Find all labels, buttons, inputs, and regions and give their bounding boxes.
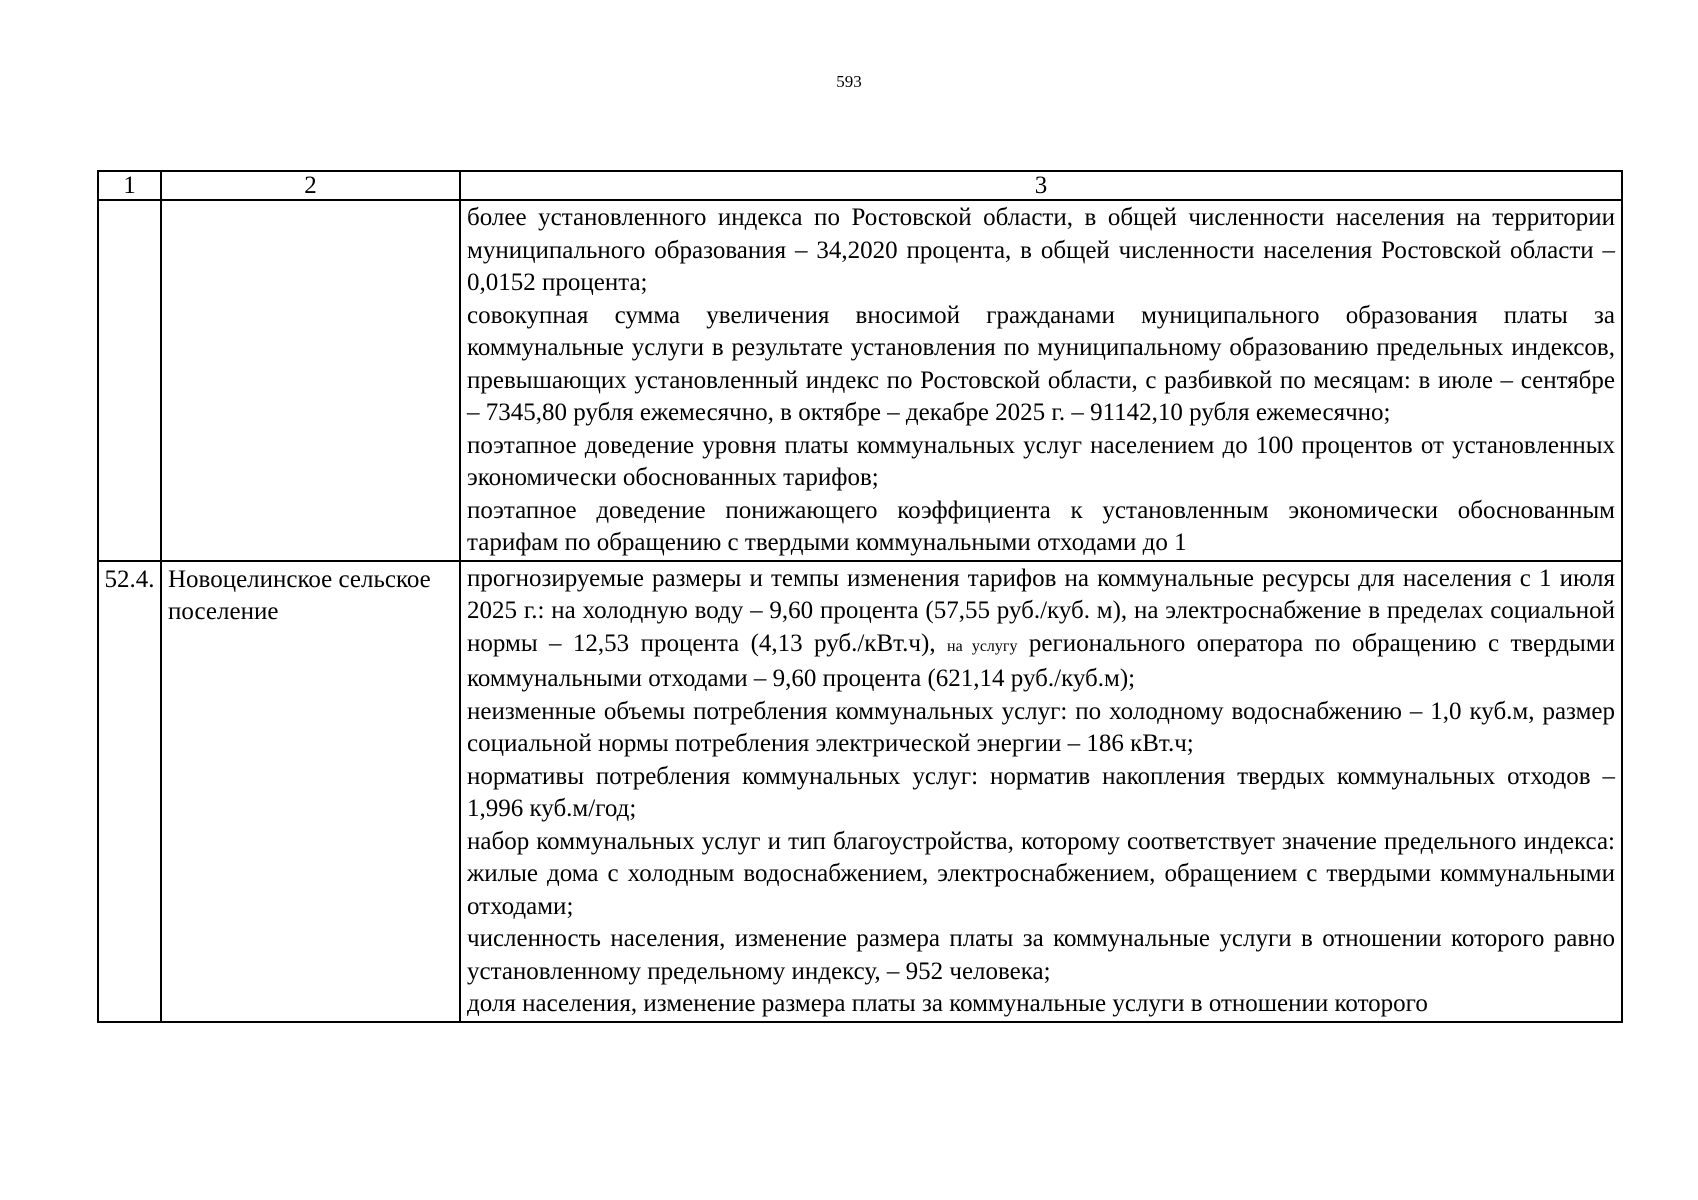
- row-text: [460, 561, 1622, 1022]
- header-col-1: 1: [98, 171, 161, 200]
- paragraph: совокупная сумма увеличения вносимой гражданами муниципального образования платы за коммунальные услуги в результате установления по муниципальному образованию предельных индексов, превышающих установленный индекс по Ростовской области, с разбивкой по месяцам: в июле – сентябре – 7345,80 рубля ежемесячно, в октябре – декабре 2025 г. – 91142,10 рубля ежемесячно;: [467, 301, 1615, 426]
- paragraph-part: прогнозируемые размеры и темпы изменения тарифов на коммунальные ресурсы для населения с 1 июля 2025 г.: на холодную воду – 9,60 процента (57,55 руб./куб. м), на электроснабжение в пределах социальной нормы – 12,53 процента (4,13 руб./кВт.ч),: [467, 564, 1615, 657]
- row-number: 52.4.: [98, 561, 161, 1022]
- table-header-row: [98, 171, 1622, 200]
- table-row: [98, 561, 1622, 1022]
- paragraph-part: регионального оператора по обращению с твердыми коммунальными отходами – 9,60 процента (621,14 руб./куб.м);: [467, 629, 1616, 692]
- paragraph: набор коммунальных услуг и тип благоустройства, которому соответствует значение предельного индекса: жилые дома с холодным водоснабжением, электроснабжением, обращением с твердыми коммунальными отходами;: [467, 827, 1615, 920]
- header-col-3: 3: [460, 171, 1622, 200]
- row-name: Новоцелинское сельское поселение: [161, 561, 460, 1022]
- row-number: [98, 200, 161, 561]
- paragraph: неизменные объемы потребления коммунальных услуг: по холодному водоснабжению – 1,0 куб.м, размер социальной нормы потребления электрической энергии – 186 кВт.ч;: [467, 697, 1615, 757]
- paragraph: нормативы потребления коммунальных услуг: норматив накопления твердых коммунальных отходов – 1,996 куб.м/год;: [467, 762, 1615, 822]
- page-number: 593: [836, 72, 862, 91]
- paragraph: [467, 563, 1615, 696]
- paragraph: доля населения, изменение размера платы за коммунальные услуги в отношении которого: [467, 990, 1428, 1017]
- paragraph: поэтапное доведение уровня платы коммунальных услуг населением до 100 процентов от установленных экономически обоснованных тарифов;: [467, 431, 1615, 491]
- paragraph-small-part: на услугу: [947, 637, 1018, 655]
- header-col-2: 2: [161, 171, 460, 200]
- document-table: [97, 170, 1623, 1023]
- paragraph: более установленного индекса по Ростовской области, в общей численности населения на территории муниципального образования – 34,2020 процента, в общей численности населения Ростовской области – 0,0152 процента;: [467, 204, 1615, 296]
- row-text: [460, 200, 1622, 561]
- row-name: [161, 200, 460, 561]
- paragraph: поэтапное доведение понижающего коэффициента к установленным экономически обоснованным тарифам по обращению с твердыми коммунальными отходами до 1: [467, 496, 1615, 556]
- table-row: [98, 200, 1622, 561]
- paragraph: численность населения, изменение размера платы за коммунальные услуги в отношении которого равно установленному предельному индексу, – 952 человека;: [467, 925, 1615, 985]
